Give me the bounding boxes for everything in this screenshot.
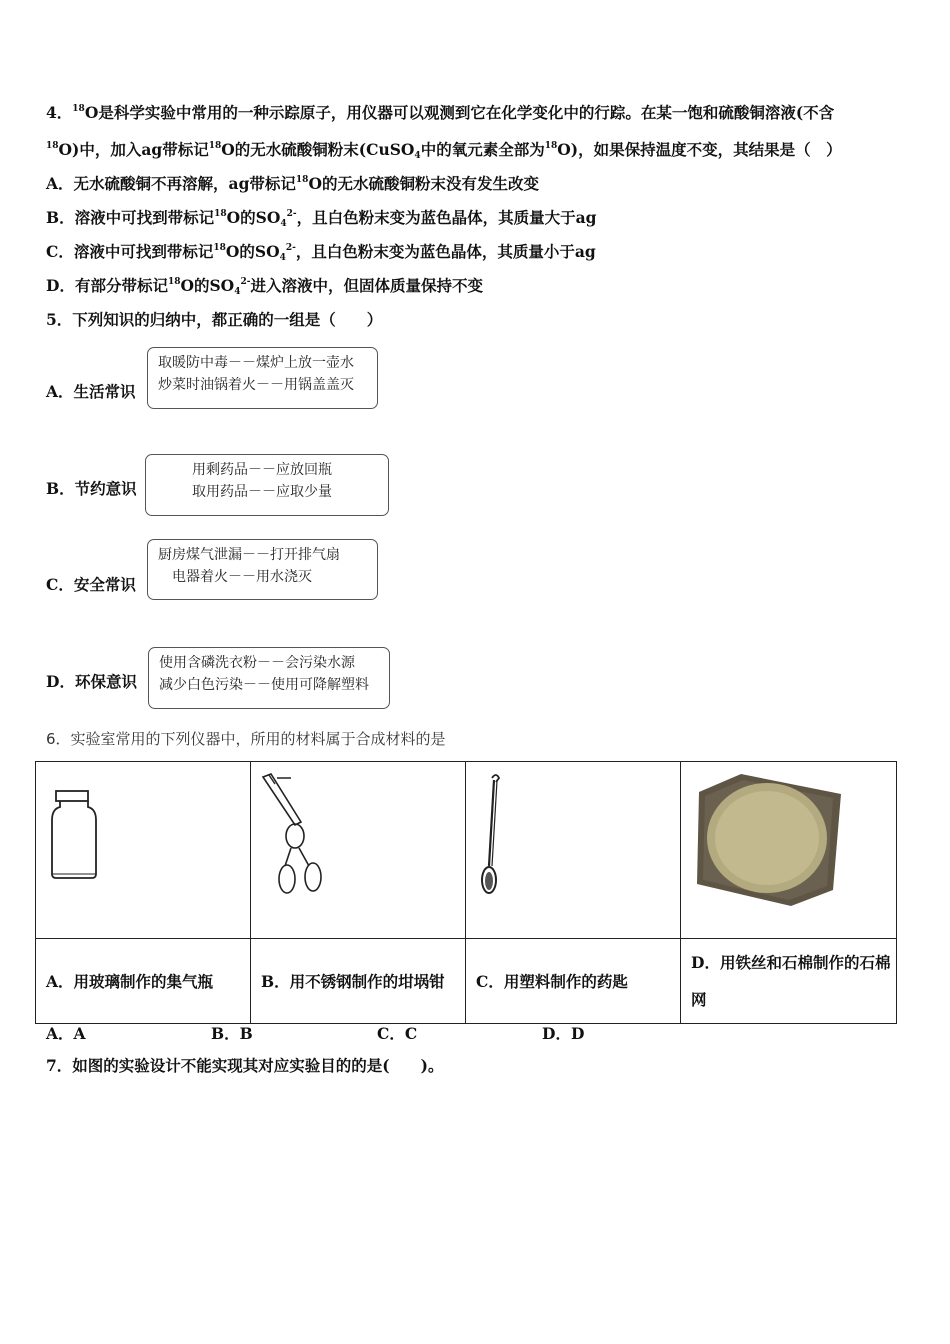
q5-option-b-box xyxy=(145,454,389,516)
q4-option-c: C．溶液中可找到带标记$^{18}$O的$SO_4^{2-}$，且白色粉末变为蓝色晶体，其质量小于ag xyxy=(46,242,596,263)
q6-instrument-table xyxy=(35,761,897,1024)
q5-option-c-label: C．安全常识 xyxy=(46,575,136,594)
crucible-tongs-icon xyxy=(251,762,465,934)
q5-option-c-line1: 厨房煤气泄漏－－打开排气扇 xyxy=(158,547,340,563)
q5-option-a-box xyxy=(147,347,378,409)
q5-option-a-label: A．生活常识 xyxy=(46,382,136,401)
q5-option-d-box xyxy=(148,647,390,709)
q5-option-d-label: D．环保意识 xyxy=(46,672,137,691)
q7-stem: 7．如图的实验设计不能实现其对应实验目的的是( )。 xyxy=(46,1056,444,1075)
q4-line-2: $^{18}$O)中，加入ag带标记$^{18}$O的无水硫酸铜粉末(CuSO$_4$中的氧元素全部为$^{18}$O)，如果保持温度不变，其结果是（ ） xyxy=(46,140,842,161)
q5-option-b-line1: 用剩药品－－应放回瓶 xyxy=(192,462,332,478)
q6-caption-b: B．用不锈钢制作的坩埚钳 xyxy=(251,939,466,1024)
medicine-spoon-icon xyxy=(466,762,680,934)
q5-option-d-line2: 减少白色污染－－使用可降解塑料 xyxy=(159,677,369,693)
q6-caption-a: A．用玻璃制作的集气瓶 xyxy=(36,939,251,1024)
q5-option-b-line2: 取用药品－－应取少量 xyxy=(192,484,332,500)
q6-answer-a: A．A xyxy=(46,1024,86,1043)
q4-option-b: B．溶液中可找到带标记$^{18}$O的$SO_4^{2-}$，且白色粉末变为蓝色晶体，其质量大于ag xyxy=(46,208,597,229)
q5-option-a-line1: 取暖防中毒－－煤炉上放一壶水 xyxy=(158,355,354,371)
q5-option-c-line2: 电器着火－－用水浇灭 xyxy=(172,569,312,585)
q6-image-b xyxy=(251,762,466,939)
q4-line-1: 4．$^{18}$O是科学实验中常用的一种示踪原子，用仪器可以观测到它在化学变化中的行踪。在某一饱和硫酸铜溶液(不含 xyxy=(46,103,835,122)
q6-caption-d: D．用铁丝和石棉制作的石棉网 xyxy=(681,939,897,1024)
q6-answer-b: B．B xyxy=(211,1024,253,1043)
q6-answer-c: C．C xyxy=(377,1024,418,1043)
q5-option-b-label: B．节约意识 xyxy=(46,479,137,498)
q5-option-d-line1: 使用含磷洗衣粉－－会污染水源 xyxy=(159,655,355,671)
q4-option-d: D．有部分带标记$^{18}$O的$SO_4^{2-}$进入溶液中，但固体质量保持不变 xyxy=(46,276,483,297)
gas-jar-icon xyxy=(36,762,250,934)
asbestos-gauze-icon xyxy=(681,762,896,934)
q5-option-c-box xyxy=(147,539,378,600)
q5-option-a-line2: 炒菜时油锅着火－－用锅盖盖灭 xyxy=(158,377,354,393)
q5-stem: 5．下列知识的归纳中，都正确的一组是（ ） xyxy=(46,310,383,329)
q6-image-d xyxy=(681,762,897,939)
q4-option-a: A．无水硫酸铜不再溶解，ag带标记$^{18}$O的无水硫酸铜粉末没有发生改变 xyxy=(46,174,539,193)
q6-answer-d: D．D xyxy=(542,1024,585,1043)
q6-image-a xyxy=(36,762,251,939)
q6-stem: 6．实验室常用的下列仪器中，所用的材料属于合成材料的是 xyxy=(46,730,446,748)
q6-caption-c: C．用塑料制作的药匙 xyxy=(466,939,681,1024)
q6-image-c xyxy=(466,762,681,939)
